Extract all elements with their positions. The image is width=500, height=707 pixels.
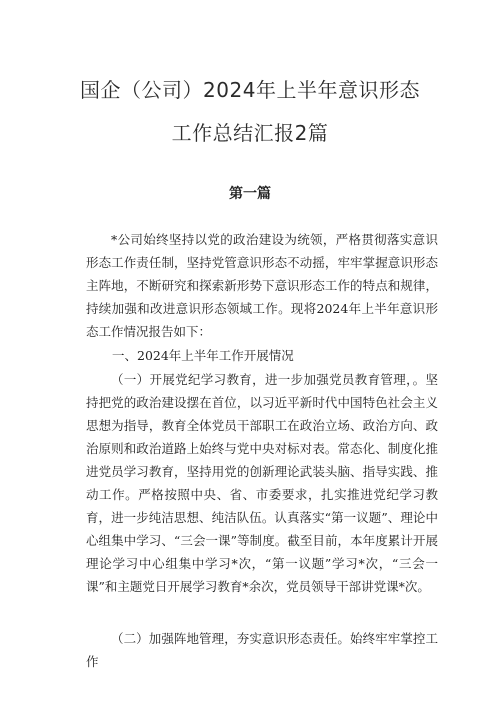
- item-two-paragraph: （二）加强阵地管理，夯实意识形态责任。始终牢牢掌控工作: [86, 631, 438, 669]
- document-title-line-1: 国企（公司）2024年上半年意识形态: [80, 78, 420, 102]
- section-title: 第一篇: [229, 186, 271, 202]
- item-one-paragraph: （一）开展党纪学习教育，进一步加强党员教育管理，。坚持把党的政治建设摆在首位，以习近平新时代中国特色社会主义思想为指导，教育全体党员干部职工在政治立场、政治方向、政治原则和政治道路上始终与党中央对标对表。常态化、制度化推进党员学习教育，坚持用党的创新理论武装头脑、指导实践、推动工作。严格按照中央、省、市委要求，扎实推进党纪学习教育，进一步纯洁思想、纯洁队伍。认真落实“第一议题”、理论中心组集中学习、“三会一课”等制度。截至目前，本年度累计开展理论学习中心组集中学习*次，“第一议题”学习*次，“三会一课”和主题党日开展学习教育*余次，党员领导干部讲党课*次。: [86, 372, 438, 594]
- intro-paragraph: *公司始终坚持以党的政治建设为统领，严格贯彻落实意识形态工作责任制，坚持党管意识形态不动摇，牢牢掌握意识形态主阵地，不断研究和探索新形势下意识形态工作的特点和规律，持续加强和改进意识形态领域工作。现将2024年上半年意识形态工作情况报告如下：: [86, 232, 438, 339]
- heading-first-half-work: 一、2024年上半年工作开展情况: [112, 348, 294, 363]
- document-title-line-2: 工作总结汇报2篇: [171, 121, 329, 145]
